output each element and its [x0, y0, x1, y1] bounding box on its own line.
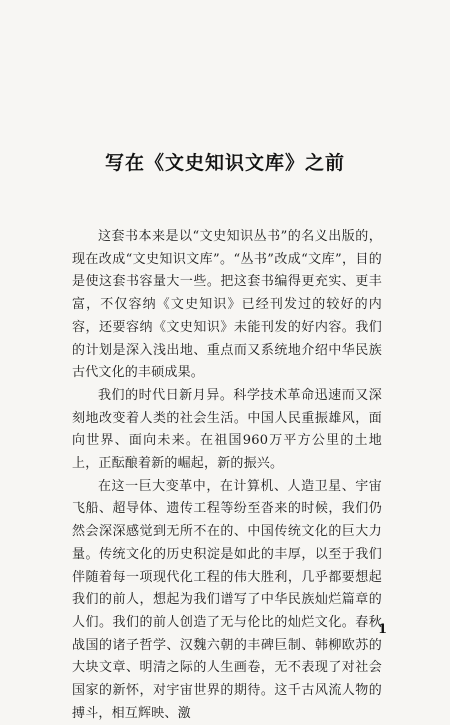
paragraph-2: 我们的时代日新月异。科学技术革命迅速而又深刻地改变着人类的社会生活。中国人民重振雄风，面向世界、面向未来。在祖国960万平方公里的土地上，正酝酿着新的崛起，新的振兴。	[72, 387, 382, 472]
page-number: 1	[378, 622, 388, 637]
body-text	[72, 226, 382, 725]
page-title: 写在《文史知识文库》之前	[104, 152, 345, 174]
paragraph-1: 这套书本来是以“文史知识丛书”的名义出版的，现在改成“文史知识文库”。“丛书”改成“文库”，目的是使这套书容量大一些。把这套书编得更充实、更丰富，不仅容纳《文史知识》已经刊发过的较好的内容，还要容纳《文史知识》未能刊发的好内容。我们的计划是深入浅出地、重点而又系统地介绍中华民族古代文化的丰硕成果。	[72, 229, 382, 381]
paragraph-3: 在这一巨大变革中，在计算机、人造卫星、宇宙飞船、超导体、遗传工程等纷至沓来的时候，我们仍然会深深感觉到无所不在的、中国传统文化的巨大力量。传统文化的历史积淀是如此的丰厚，以至于我们伴随着每一项现代化工程的伟大胜利，几乎都要想起我们的前人，想起为我们谱写了中华民族灿烂篇章的人们。我们的前人创造了无与伦比的灿烂文化。春秋战国的诸子哲学、汉魏六朝的丰碑巨制、韩柳欧苏的大块文章、明清之际的人生画卷，无不表现了对社会国家的新怀，对宇宙世界的期待。这千古风流人物的搏斗，相互辉映、激	[72, 478, 382, 721]
